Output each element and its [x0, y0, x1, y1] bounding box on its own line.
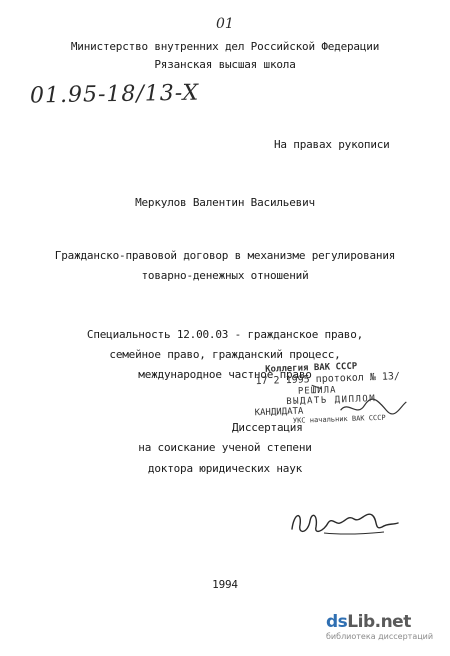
stamp-line-4: ВЫДАТЬ ДИПЛОМ: [286, 393, 377, 408]
degree-line-3: доктора юридических наук: [147, 462, 303, 475]
degree-line-2: на соискание ученой степени: [138, 441, 312, 454]
specialty-line-2: семейное право, гражданский процесс,: [109, 348, 341, 361]
specialty-line-1: Специальность 12.00.03 - гражданское право,: [86, 328, 364, 341]
dslib-watermark: [326, 612, 438, 646]
page-mark: 01: [216, 16, 234, 32]
handwritten-archive-code: 01.95-18/13-X: [29, 80, 200, 109]
author-name: Меркулов Валентин Васильевич: [135, 196, 315, 209]
degree-line-1: Диссертация: [232, 421, 303, 434]
vak-approval-stamp: [251, 359, 443, 428]
publication-year: 1994: [212, 578, 238, 591]
title-line-2: товарно-денежных отношений: [141, 269, 309, 282]
dslib-subtitle: библиотека диссертаций: [326, 632, 434, 641]
rights-note: На правах рукописи: [274, 138, 390, 151]
ministry-heading: Министерство внутренних дел Российской Федерации: [70, 40, 380, 53]
stamp-line-1: Коллегия ВАК СССР: [264, 361, 358, 375]
stamp-line-2: 17 2 1995 протокол № 13/: [255, 371, 401, 388]
dslib-logo-part1: ds: [326, 612, 348, 632]
stamp-signature-scribble: [251, 359, 443, 428]
specialty-line-3: международное частное право: [138, 368, 312, 381]
dslib-logo: [326, 612, 411, 632]
dslib-logo-part2: Lib.net: [347, 612, 411, 632]
title-line-1: Гражданско-правовой договор в механизме регулирования: [54, 249, 396, 262]
stamp-line-3: РЕШИЛА: [297, 385, 337, 397]
author-signature: [284, 505, 404, 541]
school-heading: Рязанская высшая школа: [154, 58, 296, 71]
stamp-line-6: УКС начальник ВАК СССР: [292, 413, 386, 425]
stamp-line-5: КАНДИДАТА: [254, 406, 304, 419]
